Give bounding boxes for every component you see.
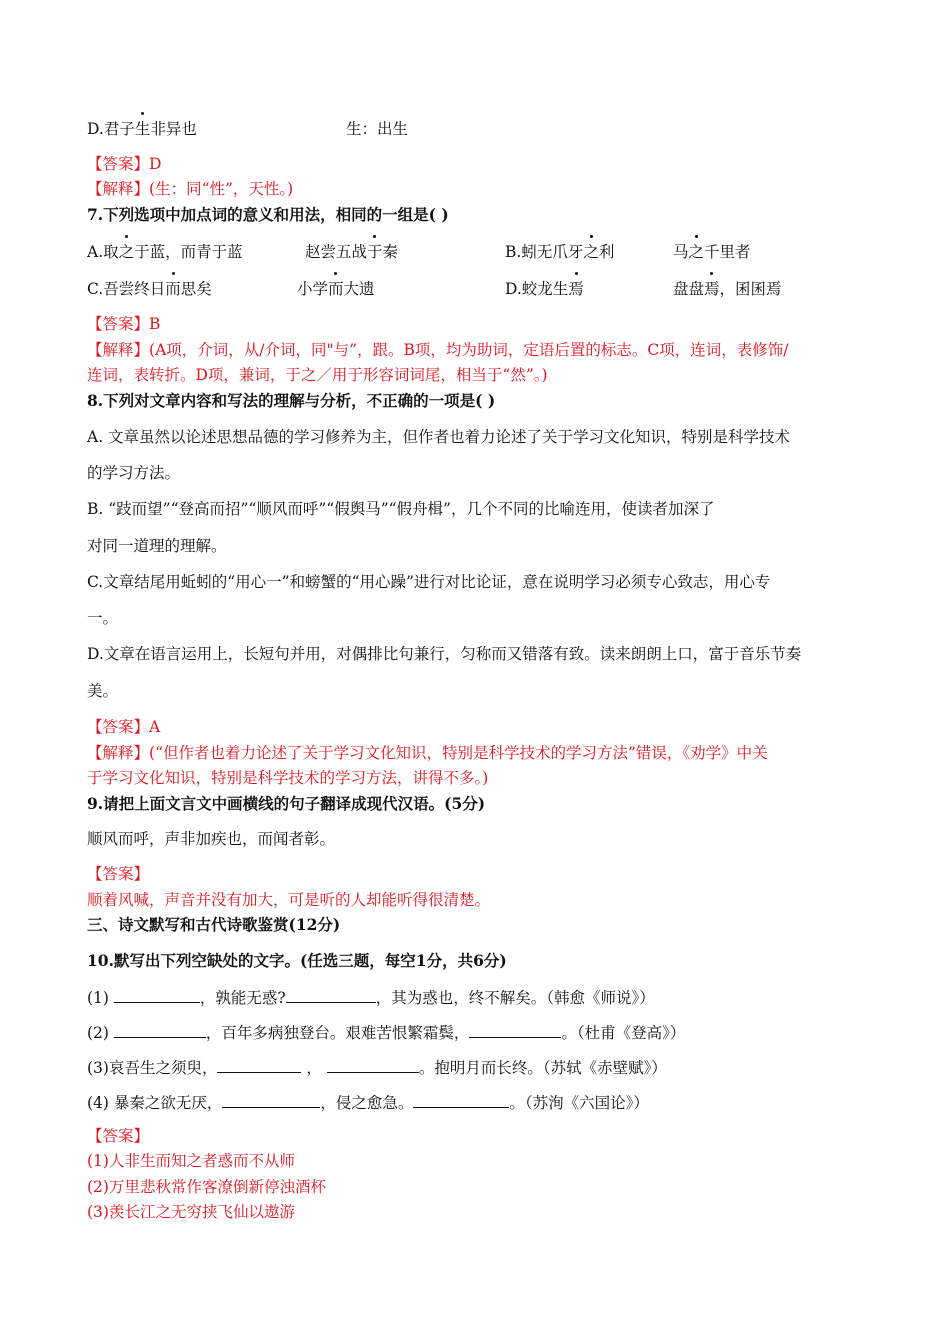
q9-stem: 9.请把上面文言文中画横线的句子翻译成现代汉语。(5分): [87, 794, 486, 813]
text: ，侵之愈急。: [320, 1094, 414, 1112]
fill-blank: [114, 1020, 206, 1038]
emphasis-dot-char: 于: [367, 243, 383, 261]
text: 大遗: [343, 280, 375, 298]
q9-sentence: 顺风而呼，声非加疾也，而闻者彰。: [87, 830, 336, 848]
emphasis-dot-char: 之: [583, 243, 599, 261]
fill-blank: [413, 1090, 509, 1108]
answer-value: D: [149, 155, 162, 173]
q6d-text: D.君子: [87, 120, 135, 138]
text: 利: [598, 243, 615, 261]
q8-option-a-line2: 的学习方法。: [87, 464, 181, 482]
emphasis-dot-char: 生: [134, 120, 151, 138]
text: 。（苏洵《六国论》）: [509, 1094, 649, 1112]
q6-explanation: [87, 178, 293, 200]
q9-answer-label: 【答案】: [87, 865, 150, 883]
q6d-text: 非异也: [150, 120, 197, 138]
answer-label: 【答案】: [87, 155, 150, 173]
text: (2): [87, 1024, 114, 1042]
q7-answer: [87, 313, 160, 335]
q8-option-d-line1: D.文章在语言运用上，长短句并用，对偶排比句兼行，匀称而又错落有致。读来朗朗上口，富于音乐节奏: [87, 645, 802, 663]
text: A.取: [87, 243, 119, 261]
q7-option-a2: [305, 241, 398, 263]
answer-value: B: [149, 315, 161, 333]
text: (3)哀吾生之须臾，: [87, 1059, 218, 1077]
q7-explanation-line1: [87, 339, 789, 361]
q8-stem: 8.下列对文章内容和写法的理解与分析，不正确的一项是( ): [87, 391, 496, 410]
text: B.蚓无爪牙: [505, 243, 584, 261]
q10-answer-3: (3)羡长江之无穷挟飞仙以遨游: [87, 1203, 295, 1221]
q7-option-c1: [87, 278, 212, 300]
text: 于蓝，而青于蓝: [134, 243, 243, 261]
answer-label: 【答案】: [87, 315, 150, 333]
q10-answer-1: (1)人非生而知之者惑而不从师: [87, 1152, 295, 1170]
q6-answer: [87, 153, 161, 175]
explanation-text: (A项，介词，从/介词，同"与”，跟。B项，均为助词，定语后置的标志。C项，连词，表修饰/: [149, 341, 789, 359]
q7-explanation-line2: 连词，表转折。D项，兼词，于之／用于形容词词尾，相当于“然”。): [87, 366, 548, 384]
q7-option-b2: [673, 241, 751, 263]
explanation-label: 【解释】: [87, 744, 150, 762]
text: 千里者: [704, 243, 751, 261]
q8-explanation-line1: [87, 742, 768, 764]
q7-option-d1: [505, 278, 584, 300]
q10-answer-label: 【答案】: [87, 1127, 150, 1145]
text: D.蛟龙生: [505, 280, 569, 298]
q8-answer: [87, 716, 160, 738]
fill-blank: [114, 985, 200, 1003]
text: ，百年多病独登台。艰难苦恨繁霜鬓，: [205, 1024, 470, 1042]
q7-option-b1: [505, 241, 614, 263]
q10-item-2: [87, 1020, 685, 1044]
explanation-text: (“但作者也着力论述了关于学习文化知识，特别是科学技术的学习方法”错误，《劝学》中关: [149, 744, 768, 762]
section3-title: 三、诗文默写和古代诗歌鉴赏(12分): [87, 915, 341, 934]
answer-label: 【答案】: [87, 718, 150, 736]
emphasis-dot-char: 焉: [704, 280, 720, 298]
q7-option-a1: [87, 241, 243, 263]
q8-option-b-line2: 对同一道理的理解。: [87, 537, 227, 555]
q6d-gloss: 生：出生: [346, 120, 409, 138]
q10-stem: 10.默写出下列空缺处的文字。(任选三题，每空1分，共6分): [87, 951, 507, 970]
q8-option-c-line1: C.文章结尾用蚯蚓的“用心一”和螃蟹的“用心躁”进行对比论证，意在说明学习必须专心致志，用心专: [87, 573, 771, 591]
q10-answer-2: (2)万里悲秋常作客潦倒新停浊酒杯: [87, 1178, 326, 1196]
text: (1): [87, 989, 114, 1007]
emphasis-dot-char: 焉: [568, 280, 584, 298]
q8-option-a-line1: A. 文章虽然以论述思想品德的学习修养为主，但作者也着力论述了关于学习文化知识，特别是科学技术: [87, 428, 791, 446]
fill-blank: [222, 1090, 320, 1108]
q10-item-3: [87, 1055, 667, 1079]
emphasis-dot-char: 而: [165, 280, 181, 298]
text: 思矣: [180, 280, 212, 298]
explanation-text: (生：同“性”，天性。): [149, 180, 294, 198]
q7-option-c2: [297, 278, 375, 300]
text: 秦: [382, 243, 399, 261]
q6-option-d: [87, 118, 197, 140]
fill-blank: [286, 985, 376, 1003]
text: 马: [673, 243, 689, 261]
q8-option-b-line1: B. “跂而望”“登高而招”“顺风而呼”“假舆马”“假舟楫”，几个不同的比喻连用，使读者加深了: [87, 500, 715, 518]
text: (4) 暴秦之欲无厌，: [87, 1094, 223, 1112]
text: 。（杜甫《登高》）: [561, 1024, 686, 1042]
emphasis-dot-char: 而: [328, 280, 344, 298]
text: 。抱明月而长终。（苏轼《赤壁赋》）: [418, 1059, 667, 1077]
fill-blank: [469, 1020, 561, 1038]
q7-option-d2: [673, 278, 782, 300]
fill-blank: [327, 1055, 419, 1073]
answer-value: A: [149, 718, 161, 736]
fill-blank: [217, 1055, 301, 1073]
text: 小学: [297, 280, 329, 298]
explanation-label: 【解释】: [87, 180, 150, 198]
q8-option-d-line2: 美。: [87, 682, 119, 700]
explanation-label: 【解释】: [87, 341, 150, 359]
text: ，囷囷焉: [719, 280, 782, 298]
emphasis-dot-char: 之: [118, 243, 135, 261]
text: ，其为惑也，终不解矣。（韩愈《师说》）: [375, 989, 655, 1007]
q9-answer-text: 顺着风喊，声音并没有加大，可是听的人却能听得很清楚。: [87, 891, 491, 909]
q8-option-c-line2: 一。: [87, 609, 119, 627]
q10-item-4: [87, 1090, 649, 1114]
q10-item-1: [87, 985, 655, 1009]
emphasis-dot-char: 之: [688, 243, 705, 261]
text: ，: [301, 1059, 327, 1077]
q8-explanation-line2: 于学习文化知识，特别是科学技术的学习方法，讲得不多。): [87, 769, 489, 787]
text: 盘盘: [673, 280, 705, 298]
text: 赵尝五战: [305, 243, 368, 261]
text: ，孰能无惑?: [199, 989, 286, 1007]
q7-stem: 7.下列选项中加点词的意义和用法，相同的一组是( ): [87, 205, 449, 224]
text: C.吾尝终日: [87, 280, 166, 298]
